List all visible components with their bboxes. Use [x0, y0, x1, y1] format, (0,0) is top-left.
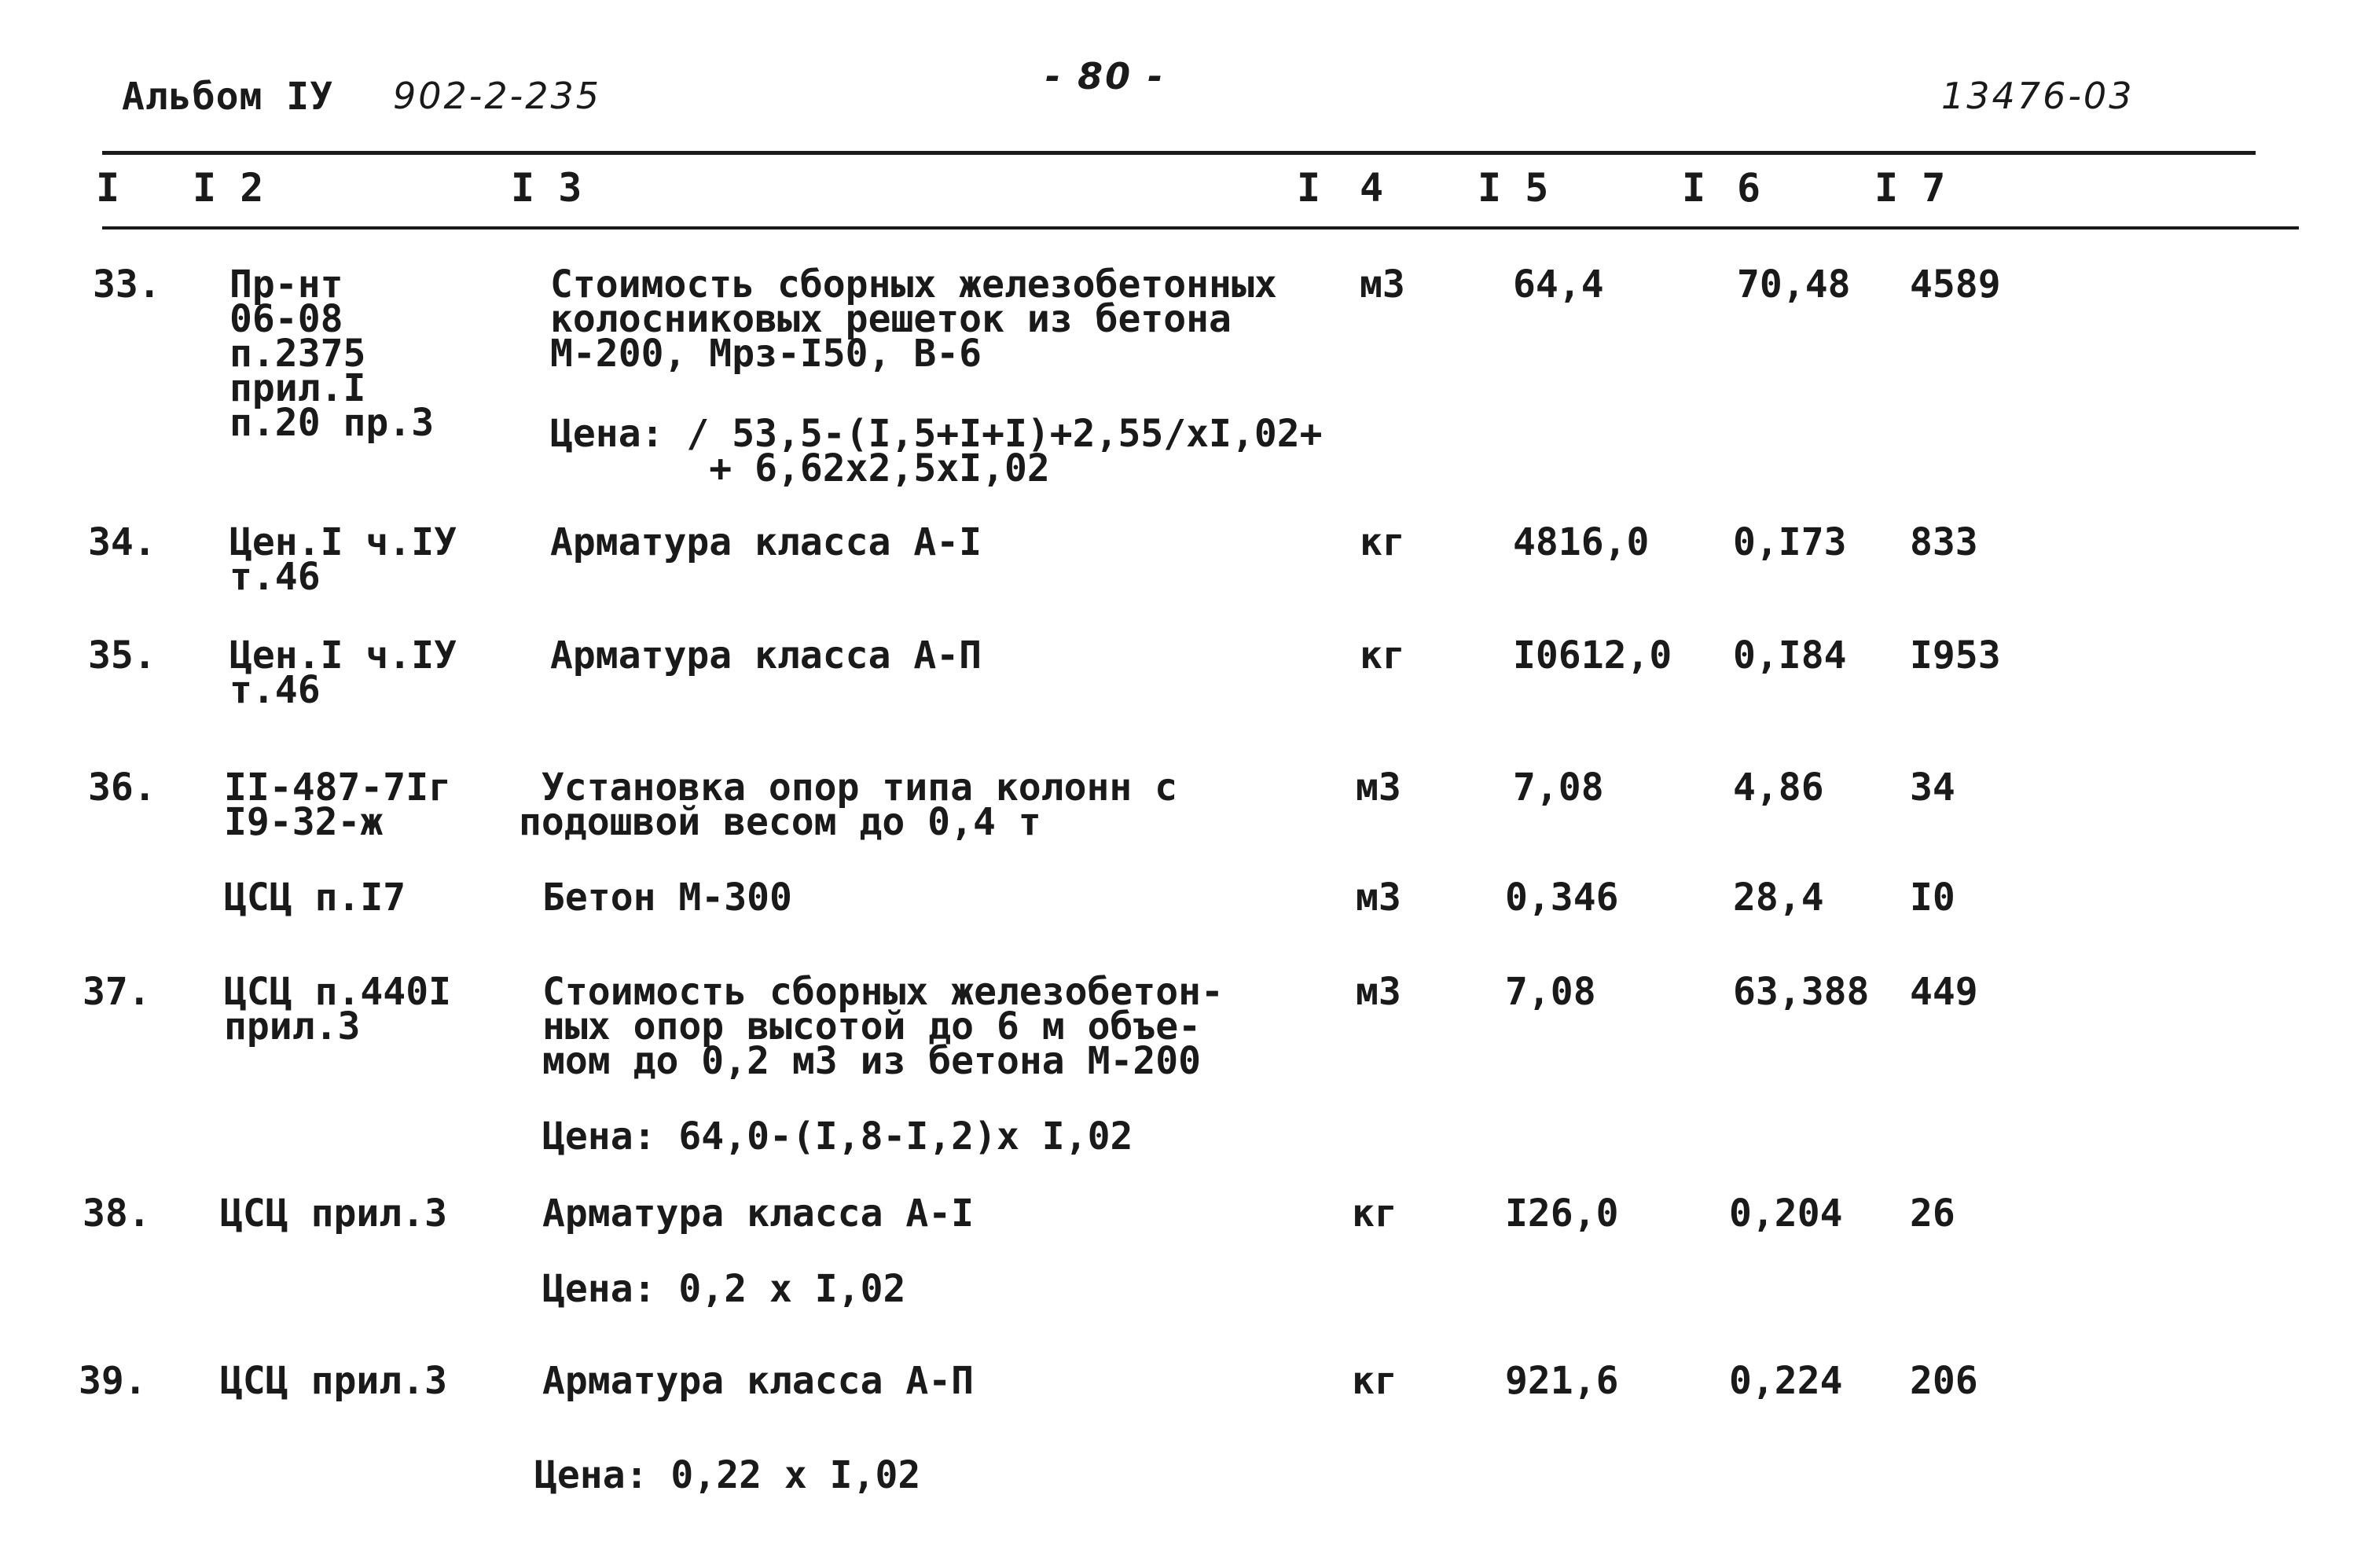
row-code: ЦСЦ п.440I прил.3	[224, 970, 451, 1048]
row-description: Установка опор типа колонн с подошвой весом до 0,4 т	[519, 766, 1178, 844]
row-total: I953	[1910, 633, 2001, 678]
row-number: 37.	[83, 970, 151, 1014]
row-total: 833	[1910, 520, 1978, 564]
row-total: 206	[1910, 1359, 1978, 1403]
row-number: 33.	[93, 263, 161, 307]
row-unit: кг	[1360, 633, 1405, 678]
row-code: Цен.I ч.IУ т.46	[229, 633, 457, 712]
row-unit: кг	[1352, 1359, 1397, 1403]
row-unit: м3	[1360, 263, 1405, 307]
row-unit: м3	[1356, 970, 1401, 1014]
row-unit-price: 0,I73	[1733, 520, 1847, 564]
row-description: Бетон М-300	[542, 876, 792, 920]
project-number: 902-2-235	[393, 75, 602, 117]
row-quantity: 0,346	[1505, 876, 1619, 920]
row-description: Арматура класса А-П	[550, 633, 982, 678]
row-quantity: I26,0	[1505, 1192, 1619, 1236]
row-unit: кг	[1360, 520, 1405, 564]
row-price-note: Цена: / 53,5-(I,5+I+I)+2,55/xI,02+ + 6,62x2,5xI,02	[550, 412, 1323, 490]
row-total: 4589	[1910, 263, 2001, 307]
row-code: Пр-нт 06-08 п.2375 прил.I п.20 пр.3	[229, 263, 435, 445]
row-total: I0	[1910, 876, 1955, 920]
row-unit: м3	[1356, 766, 1401, 810]
row-code: ЦСЦ прил.3	[220, 1192, 447, 1236]
row-total: 26	[1910, 1192, 1955, 1236]
col-5-header: I 5	[1478, 165, 1549, 211]
row-total: 449	[1910, 970, 1978, 1014]
header-rule	[102, 226, 2299, 230]
row-unit-price: 0,204	[1729, 1192, 1843, 1236]
row-unit: м3	[1356, 876, 1401, 920]
row-unit: кг	[1352, 1192, 1397, 1236]
row-total: 34	[1910, 766, 1955, 810]
row-number: 34.	[88, 520, 156, 564]
col-1-header: I	[96, 165, 120, 211]
page-number: - 80 -	[1045, 55, 1166, 97]
row-description: Арматура класса А-I	[542, 1192, 975, 1236]
row-quantity: 7,08	[1505, 970, 1596, 1014]
row-unit-price: 63,388	[1733, 970, 1870, 1014]
row-description: Арматура класса А-П	[542, 1359, 975, 1403]
row-price-note: Цена: 0,2 x I,02	[542, 1267, 906, 1311]
col-2-header: I 2	[193, 165, 264, 211]
top-rule	[102, 151, 2256, 155]
row-quantity: 921,6	[1505, 1359, 1619, 1403]
row-number: 38.	[83, 1192, 151, 1236]
row-quantity: 4816,0	[1513, 520, 1650, 564]
col-separator-3-4: I	[1297, 165, 1321, 211]
col-separator-5-6: I	[1682, 165, 1706, 211]
row-quantity: 64,4	[1513, 263, 1604, 307]
row-code: ЦСЦ п.I7	[224, 876, 406, 920]
row-number: 35.	[88, 633, 156, 678]
row-price-note: Цена: 0,22 x I,02	[534, 1453, 921, 1497]
row-description: Стоимость сборных железобетонных колосниковых решеток из бетона М-200, Мрз-I50, В-6	[550, 263, 1277, 376]
row-unit-price: 0,I84	[1733, 633, 1847, 678]
row-number: 39.	[79, 1359, 147, 1403]
row-quantity: I0612,0	[1513, 633, 1672, 678]
row-quantity: 7,08	[1513, 766, 1604, 810]
row-unit-price: 4,86	[1733, 766, 1824, 810]
row-code: Цен.I ч.IУ т.46	[229, 520, 457, 599]
row-price-note: Цена: 64,0-(I,8-I,2)x I,02	[542, 1114, 1133, 1159]
row-unit-price: 70,48	[1737, 263, 1851, 307]
row-code: ЦСЦ прил.3	[220, 1359, 447, 1403]
album-label: Альбом IУ	[122, 75, 334, 119]
col-4-header: 4	[1360, 165, 1384, 211]
col-3-header: I 3	[511, 165, 582, 211]
col-7-header: I 7	[1874, 165, 1946, 211]
document-number: 13476-03	[1941, 75, 2135, 117]
row-unit-price: 0,224	[1729, 1359, 1843, 1403]
row-unit-price: 28,4	[1733, 876, 1824, 920]
row-description: Стоимость сборных железобетон- ных опор высотой до 6 м объе- мом до 0,2 м3 из бетона М-200	[542, 970, 1224, 1083]
col-6-header: 6	[1737, 165, 1761, 211]
row-description: Арматура класса А-I	[550, 520, 982, 564]
row-number: 36.	[88, 766, 156, 810]
row-code: II-487-7Iг I9-32-ж	[224, 766, 451, 844]
